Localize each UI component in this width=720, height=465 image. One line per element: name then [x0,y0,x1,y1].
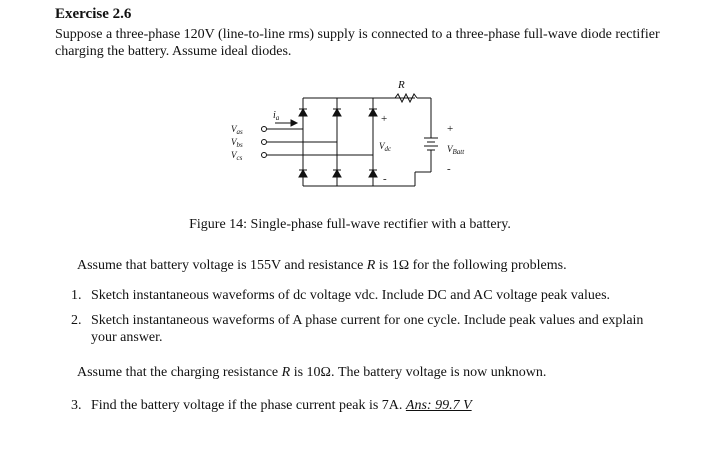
vbatt-label: V [447,144,453,154]
resistor-label: R [398,79,405,91]
current-label: i [273,110,276,121]
vdc-minus: - [383,173,387,185]
problem-list [71,287,661,354]
vbatt-minus: - [447,163,451,175]
answer-text: Ans: 99.7 V [405,398,472,413]
svg-text:Vbs: $V_{bs}$ [231,137,243,149]
vas-label: V [231,124,237,134]
svg-text:VBatt: $V_{Batt}$ [447,144,465,156]
svg-text:Vcs: $V_{cs}$ [231,150,243,162]
figure-caption: Figure 14: Single-phase full-wave rectifier with a battery. [189,217,511,232]
exercise-intro: Suppose a three-phase 120V (line-to-line rms) supply is connected to a three-phase full-wave diode rectifier charging the battery. Assume ideal diodes. [55,27,660,59]
vdc-plus: + [381,113,388,125]
svg-text:Vdc: $V_{dc}$ [379,141,392,153]
problem-item: 1. Sketch instantaneous waveforms of dc voltage vdc. Include DC and AC voltage peak values. [71,288,611,303]
vdc-label: V [379,141,385,151]
vbatt-plus: + [447,123,454,135]
rectifier-circuit-diagram [215,76,485,206]
assumption-battery: Assume that battery voltage is 155V and resistance R is 1Ω for the following problems. [77,258,567,273]
problem-item: 3. Find the battery voltage if the phase current peak is 7A. Ans: 99.7 V [71,398,472,413]
vbs-label: V [231,137,237,147]
exercise-heading: Exercise 2.6 [55,6,132,22]
vcs-label: V [231,150,237,160]
assumption-resistance: Assume that the charging resistance R is 10Ω. The battery voltage is now unknown. [77,365,547,380]
svg-text:ia: $i_a$ [273,110,280,122]
problem-item: 2. Sketch instantaneous waveforms of A phase current for one cycle. Include peak values and explain your answer. [71,313,644,345]
svg-text:Vas: $V_{as}$ [231,124,243,136]
